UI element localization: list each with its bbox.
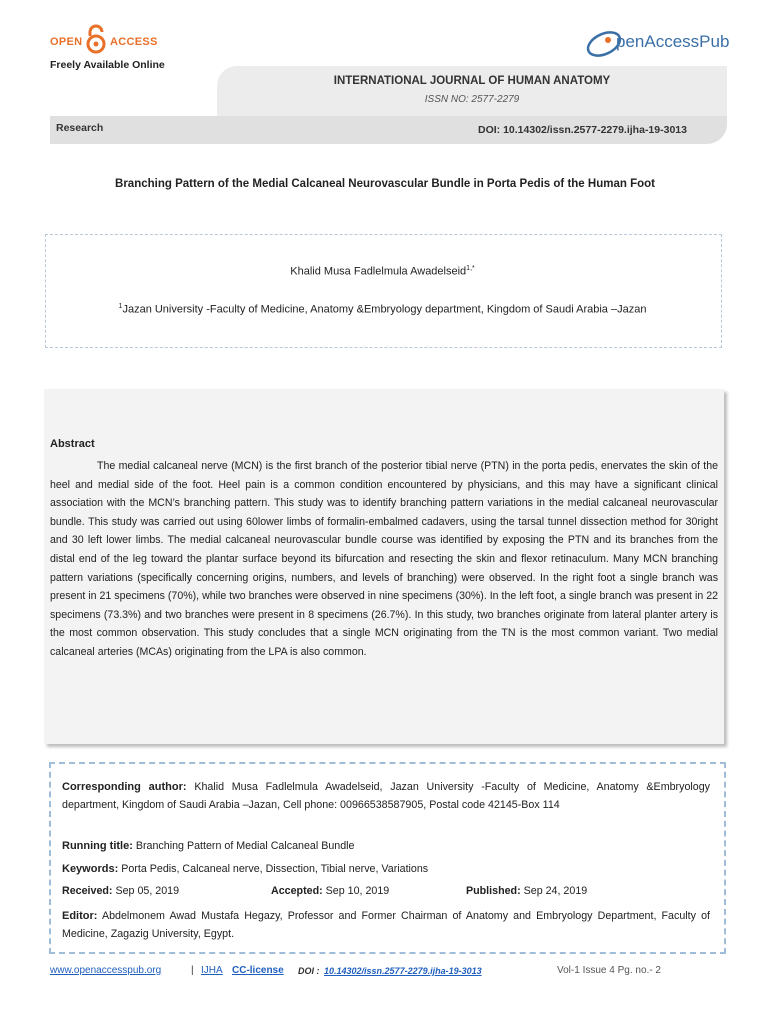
journal-issn: ISSN NO: 2577-2279 bbox=[424, 94, 520, 105]
published-text: Sep 24, 2019 bbox=[523, 885, 588, 897]
corresponding-text: Khalid Musa Fadlelmula Awadelseid, Jazan University -Faculty of Medicine, Anatomy &Embryology department, Kingdom of Saudi Arabia –Jazan, Cell phone: 00966538587905, Postal code 42145-Box 114 bbox=[62, 781, 710, 811]
editor-label: Editor: bbox=[62, 910, 98, 922]
affiliation-superscript: 1 bbox=[118, 303, 123, 310]
accepted-text: Sep 10, 2019 bbox=[325, 885, 390, 897]
open-lock-icon bbox=[85, 24, 107, 54]
footer-volume: Vol-1 Issue 4 Pg. no.- 2 bbox=[557, 965, 661, 976]
keywords-label: Keywords: bbox=[62, 863, 119, 875]
editor bbox=[62, 908, 710, 943]
footer-doi-label: DOI : bbox=[298, 966, 320, 976]
author-affiliation bbox=[45, 303, 720, 316]
footer-doi-link[interactable]: 10.14302/issn.2577-2279.ijha-19-3013 bbox=[324, 966, 482, 976]
footer-journal-link[interactable]: IJHA bbox=[201, 965, 223, 976]
journal-title: INTERNATIONAL JOURNAL OF HUMAN ANATOMY bbox=[333, 75, 611, 87]
header-doi: DOI: 10.14302/issn.2577-2279.ijha-19-3013 bbox=[478, 124, 687, 136]
publisher-logo-text: penAccessPub bbox=[616, 32, 730, 51]
running-title-text: Branching Pattern of Medial Calcaneal Bundle bbox=[135, 840, 355, 852]
author-name-text: Khalid Musa Fadlelmula Awadelseid bbox=[290, 265, 467, 278]
received-label: Received: bbox=[62, 885, 113, 897]
accepted-date bbox=[271, 885, 389, 897]
corresponding-author bbox=[62, 779, 710, 814]
publisher-logo bbox=[584, 24, 734, 64]
published-label: Published: bbox=[466, 885, 521, 897]
footer-site-link[interactable]: www.openaccesspub.org bbox=[50, 965, 162, 976]
author-superscript: 1,* bbox=[466, 265, 475, 272]
received-date bbox=[62, 885, 179, 897]
article-title: Branching Pattern of the Medial Calcaneal Neurovascular Bundle in Porta Pedis of the Human Foot bbox=[115, 178, 655, 190]
open-access-left-text: OPEN bbox=[50, 36, 83, 48]
running-title bbox=[62, 838, 710, 856]
keywords bbox=[62, 861, 710, 879]
published-date bbox=[466, 885, 587, 897]
keywords-text: Porta Pedis, Calcaneal nerve, Dissection, Tibial nerve, Variations bbox=[121, 863, 429, 875]
author-box bbox=[45, 234, 722, 348]
accepted-label: Accepted: bbox=[271, 885, 323, 897]
running-title-label: Running title: bbox=[62, 840, 133, 852]
footer-license-link[interactable]: CC-license bbox=[232, 965, 284, 976]
open-access-right-text: ACCESS bbox=[110, 36, 158, 48]
author-name bbox=[45, 265, 720, 278]
corresponding-label: Corresponding author: bbox=[62, 781, 187, 793]
footer-separator: | bbox=[191, 965, 194, 976]
editor-text: Abdelmonem Awad Mustafa Hegazy, Professor and Former Chairman of Anatomy and Embryology Department, Faculty of Medicine, Zagazig University, Egypt. bbox=[62, 910, 710, 940]
abstract-text: The medial calcaneal nerve (MCN) is the first branch of the posterior tibial nerve (PTN) in the porta pedis, enervates the skin of the heel and medial side of the foot. Heel pain is a common condition encountered by physicians, and this may have a significant clinical association with the MCN’s branching pattern. This study was to identify branching pattern variations in the medial calcaneal neurovascular bundle. This study was carried out using 60lower limbs of formalin-embalmed cadavers, using the tarsal tunnel dissection method for 30right and 30 left lower limbs. The medial calcaneal neurovascular bundle course was identified by exposing the PTN and its branches from the distal end of the leg toward the plantar surface beyond its bifurcation and resecting the skin and flexor retinaculum. Many MCN branching pattern variations (specifically concerning origins, numbers, and levels of branching) were observed. In the right foot a single branch was present in 21 specimens (70%), while two branches were observed in nine specimens (30%). In the left foot, a single branch was present in 22 specimens (73.3%) and two branches were present in 8 specimens (26.7%). In this study, two branches originate from lateral planter artery is the most common observation. This study concludes that a single MCN originating from the TN is the most common variant. Two medial calcaneal arteries (MCAs) originating from the LPA is also common. bbox=[50, 460, 718, 658]
received-text: Sep 05, 2019 bbox=[115, 885, 180, 897]
freely-available-label: Freely Available Online bbox=[50, 59, 165, 71]
abstract-heading: Abstract bbox=[50, 438, 95, 450]
journal-banner bbox=[217, 66, 727, 116]
affiliation-text: Jazan University -Faculty of Medicine, Anatomy &Embryology department, Kingdom of Saudi Arabia –Jazan bbox=[122, 303, 647, 316]
article-type-label: Research bbox=[56, 122, 104, 134]
open-access-logo bbox=[40, 22, 190, 62]
